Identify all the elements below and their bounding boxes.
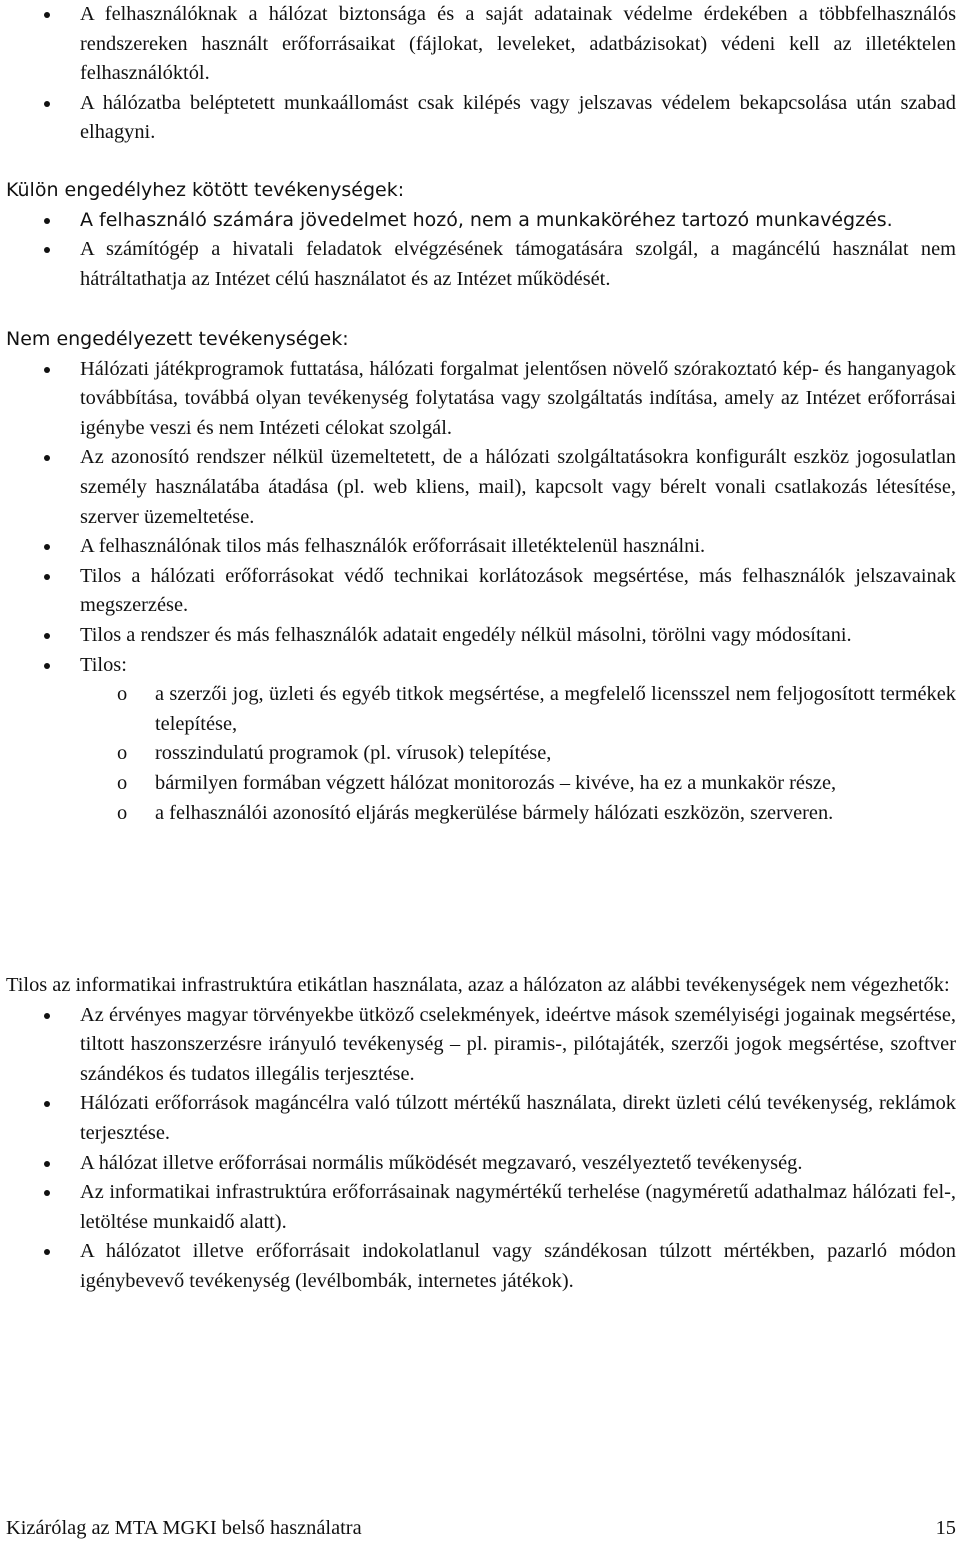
list-item: Tilos:	[6, 651, 956, 681]
intro-bullet-list	[6, 0, 956, 148]
list-item: Az érvényes magyar törvényekbe ütköző cselekmények, ideértve mások személyiségi jogainak megsértése, tiltott haszonszerzésre irányuló tevékenység – pl. piramis-, pilótajáték, szerzői jogok megsértése, szoftver szándékos és tudatos illegális terjesztése.	[6, 1001, 956, 1090]
list-item: A felhasználónak tilos más felhasználók erőforrásait illetéktelenül használni.	[6, 532, 956, 562]
list-item: A hálózatba beléptetett munkaállomást csak kilépés vagy jelszavas védelem bekapcsolása után szabad elhagyni.	[6, 89, 956, 148]
list-item: Az azonosító rendszer nélkül üzemeltetett, de a hálózati szolgáltatásokra konfigurált eszköz jogosulatlan személy használatába átadása (pl. web kliens, mail), kapcsolt vagy bérelt vonali csatlakozás létesítése, szerver üzemeltetése.	[6, 443, 956, 532]
licensed-bullet-list	[6, 206, 956, 295]
not-allowed-section	[6, 325, 956, 828]
licensed-activities-section	[6, 176, 956, 294]
list-item: Hálózati játékprogramok futtatása, hálózati forgalmat jelentősen növelő szórakoztató kép- és hanganyagok továbbítása, továbbá olyan tevékenység folytatása vagy szolgáltatás indítása, amely az Intézet erőforrásai igénybe veszi és nem Intézeti célokat szolgál.	[6, 355, 956, 444]
list-item: Az informatikai infrastruktúra erőforrásainak nagymértékű terhelése (nagyméretű adathalmaz hálózati fel-, letöltése munkaidő alatt).	[6, 1178, 956, 1237]
list-item: Tilos a rendszer és más felhasználók adatait engedély nélkül másolni, törölni vagy módosítani.	[6, 621, 956, 651]
page-number: 15	[935, 1517, 956, 1539]
section-heading: Tilos az informatikai infrastruktúra etikátlan használata, azaz a hálózaton az alábbi tevékenységek nem végezhetők:	[6, 974, 950, 996]
list-item: Tilos a hálózati erőforrásokat védő technikai korlátozások megsértése, más felhasználók jelszavainak megszerzése.	[6, 562, 956, 621]
intro-list-block	[6, 0, 956, 148]
list-item: A számítógép a hivatali feladatok elvégzésének támogatására szolgál, a magáncélú használat nem hátráltathatja az Intézet célú használatot és az Intézet működését.	[6, 235, 956, 294]
section-heading: Külön engedélyhez kötött tevékenységek:	[6, 179, 405, 201]
sub-list-item: o a felhasználói azonosító eljárás megkerülése bármely hálózati eszközön, szerveren.	[6, 799, 956, 829]
list-item: A hálózat illetve erőforrásai normális működését megzavaró, veszélyeztető tevékenység.	[6, 1149, 956, 1179]
list-item: A hálózatot illetve erőforrásait indokolatlanul vagy szándékosan túlzott mértékben, pazarló módon igénybevevő tevékenység (levélbombák, internetes játékok).	[6, 1237, 956, 1296]
list-item: Hálózati erőforrások magáncélra való túlzott mértékű használata, direkt üzleti célú tevékenység, reklámok terjesztése.	[6, 1089, 956, 1148]
section-heading: Nem engedélyezett tevékenységek:	[6, 328, 349, 350]
unethical-bullet-list	[6, 1001, 956, 1297]
sub-list-item: o bármilyen formában végzett hálózat monitorozás – kivéve, ha ez a munkakör része,	[6, 769, 956, 799]
sub-list-item: o a szerzői jog, üzleti és egyéb titkok megsértése, a megfelelő licensszel nem feljogosított termékek telepítése,	[6, 680, 956, 739]
list-item: A felhasználó számára jövedelmet hozó, nem a munkaköréhez tartozó munkavégzés.	[6, 206, 956, 236]
unethical-use-section	[6, 971, 956, 1297]
prohibited-sub-list	[6, 680, 956, 828]
not-allowed-bullet-list	[6, 355, 956, 681]
sub-list-item: o rosszindulatú programok (pl. vírusok) telepítése,	[6, 739, 956, 769]
list-item: A felhasználóknak a hálózat biztonsága és a saját adatainak védelme érdekében a többfelhasználós rendszereken használt erőforrásaikat (fájlokat, leveleket, adatbázisokat) védeni kell az illetéktelen felhasználóktól.	[6, 0, 956, 89]
footer-text: Kizárólag az MTA MGKI belső használatra	[6, 1517, 362, 1539]
page-footer	[6, 1514, 956, 1544]
